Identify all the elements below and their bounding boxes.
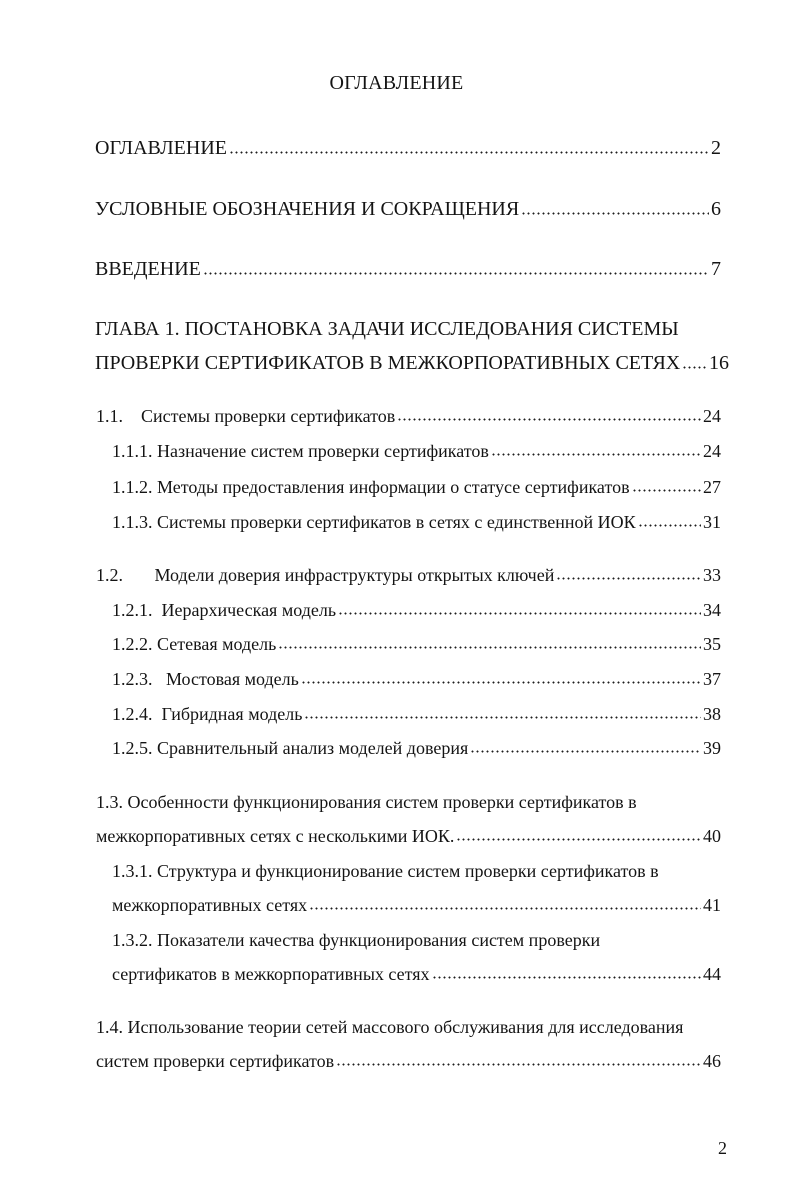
toc-entry-title: 1.1.3. Системы проверки сертификатов в сетях с единственной ИОК (112, 512, 636, 532)
toc-entry[interactable] (112, 896, 721, 914)
toc-entry[interactable] (112, 670, 721, 688)
toc-entry-title-line1[interactable]: 1.4. Использование теории сетей массового обслуживания для исследования (96, 1017, 684, 1037)
toc-entry-title: УСЛОВНЫЕ ОБОЗНАЧЕНИЯ И СОКРАЩЕНИЯ (95, 198, 520, 220)
toc-entry-page: 31 (703, 512, 721, 532)
toc-leader-dots (338, 612, 701, 615)
toc-entry-title: 1.1.1. Назначение систем проверки сертификатов (112, 441, 489, 461)
toc-entry[interactable] (112, 478, 721, 496)
toc-entry[interactable] (112, 739, 721, 757)
toc-leader-dots (470, 750, 701, 753)
toc-entry-page: 34 (703, 600, 721, 620)
toc-leader-dots (491, 453, 701, 456)
toc-entry-title: ОГЛАВЛЕНИЕ (95, 137, 227, 159)
toc-leader-dots (556, 577, 701, 580)
toc-leader-dots (278, 646, 701, 649)
toc-entry[interactable] (96, 827, 721, 845)
toc-entry[interactable] (95, 138, 721, 158)
toc-entry[interactable] (112, 513, 721, 531)
toc-entry[interactable] (96, 407, 721, 425)
toc-entry[interactable] (96, 1052, 721, 1070)
page-number: 2 (718, 1138, 727, 1158)
toc-entry[interactable] (112, 705, 721, 723)
toc-entry-page: 33 (703, 565, 721, 585)
toc-leader-dots (229, 151, 709, 154)
toc-entry-title-line1[interactable]: ГЛАВА 1. ПОСТАНОВКА ЗАДАЧИ ИССЛЕДОВАНИЯ СИСТЕМЫ (95, 318, 679, 340)
toc-entry-title: 1.2.2. Сетевая модель (112, 634, 277, 654)
toc-leader-dots (521, 212, 709, 215)
toc-entry-page: 46 (703, 1051, 721, 1071)
toc-entry-title: 1.2.4. Гибридная модель (112, 704, 303, 724)
toc-entry-title: межкорпоративных сетях (112, 895, 308, 915)
toc-entry-title: 1.2.1. Иерархическая модель (112, 600, 337, 620)
toc-entry-page: 24 (703, 406, 721, 426)
toc-entry[interactable] (95, 353, 729, 373)
toc-entry[interactable] (95, 199, 721, 219)
toc-entry-page: 24 (703, 441, 721, 461)
toc-entry-title: 1.1. Системы проверки сертификатов (96, 406, 396, 426)
toc-entry-title: ПРОВЕРКИ СЕРТИФИКАТОВ В МЕЖКОРПОРАТИВНЫХ СЕТЯХ (95, 352, 681, 374)
toc-entry[interactable] (95, 259, 721, 279)
toc-entry-title: сертификатов в межкорпоративных сетях (112, 964, 430, 984)
toc-leader-dots (632, 489, 701, 492)
toc-entry-title: 1.2.5. Сравнительный анализ моделей доверия (112, 738, 469, 758)
toc-entry[interactable] (112, 601, 721, 619)
toc-entry-page: 38 (703, 704, 721, 724)
toc-entry-page: 35 (703, 634, 721, 654)
toc-entry-title-line1[interactable]: 1.3.2. Показатели качества функционирования систем проверки (112, 930, 601, 950)
toc-leader-dots (432, 976, 701, 979)
toc-entry-title: 1.2. Модели доверия инфраструктуры открытых ключей (96, 565, 555, 585)
toc-entry[interactable] (112, 965, 721, 983)
toc-entry-page: 41 (703, 895, 721, 915)
toc-entry-page: 39 (703, 738, 721, 758)
toc-leader-dots (304, 716, 701, 719)
toc-entry-title: 1.2.3. Мостовая модель (112, 669, 299, 689)
toc-leader-dots (456, 838, 701, 841)
toc-entry-page: 37 (703, 669, 721, 689)
toc-leader-dots (336, 1063, 701, 1066)
toc-leader-dots (203, 272, 709, 275)
toc-leader-dots (682, 366, 707, 369)
toc-entry-title: межкорпоративных сетях с несколькими ИОК. (96, 826, 455, 846)
toc-entry-page: 40 (703, 826, 721, 846)
toc-entry[interactable] (112, 442, 721, 460)
toc-entry-page: 27 (703, 477, 721, 497)
toc-leader-dots (301, 681, 701, 684)
toc-entry-title: ВВЕДЕНИЕ (95, 258, 201, 280)
toc-entry-title-line1[interactable]: 1.3. Особенности функционирования систем проверки сертификатов в (96, 792, 637, 812)
toc-entry-title: 1.1.2. Методы предоставления информации о статусе сертификатов (112, 477, 630, 497)
toc-entry-page: 6 (711, 198, 721, 220)
toc-leader-dots (309, 907, 701, 910)
toc-entry-page: 44 (703, 964, 721, 984)
toc-entry[interactable] (96, 566, 721, 584)
toc-leader-dots (397, 418, 701, 421)
toc-entry-page: 2 (711, 137, 721, 159)
toc-entry[interactable] (112, 635, 721, 653)
toc-leader-dots (638, 524, 701, 527)
page-title: ОГЛАВЛЕНИЕ (329, 72, 464, 94)
toc-entry-title: систем проверки сертификатов (96, 1051, 335, 1071)
toc-entry-page: 7 (711, 258, 721, 280)
toc-entry-page: 16 (709, 352, 729, 374)
toc-entry-title-line1[interactable]: 1.3.1. Структура и функционирование систем проверки сертификатов в (112, 861, 659, 881)
